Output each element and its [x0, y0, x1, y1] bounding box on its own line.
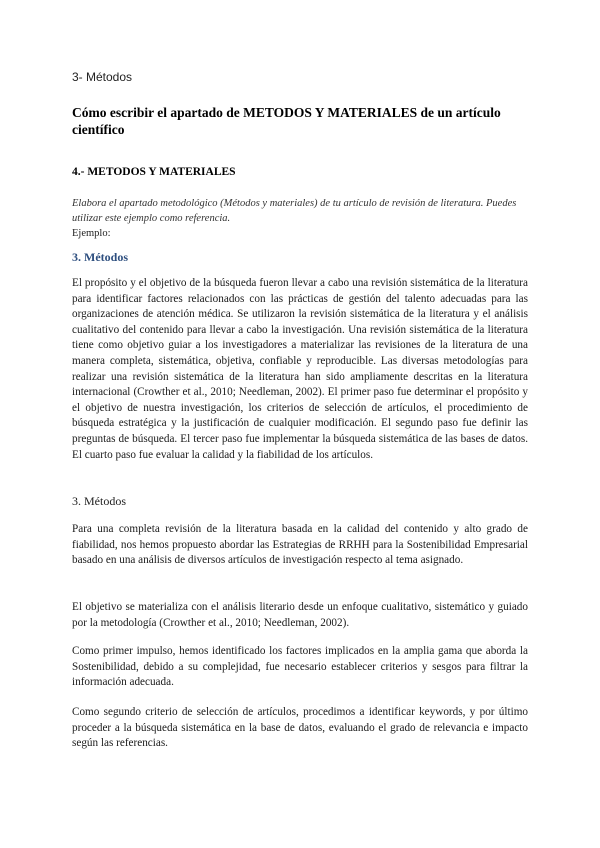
document-title: Cómo escribir el apartado de METODOS Y MATERIALES de un artículo científico — [72, 105, 501, 137]
instruction-text: Elabora el apartado metodológico (Métodos y materiales) de tu artículo de revisión de literatura. Puedes utilizar este ejemplo como referencia. — [72, 198, 517, 224]
example-two-paragraph: El objetivo se materializa con el análisis literario desde un enfoque cualitativo, sistemático y guiado por la metodología (Crowther et al., 2010; Needleman, 2002). — [72, 601, 528, 629]
example-two-paragraph: Como segundo criterio de selección de artículos, procedimos a identificar keywords, y por último proceder a la búsqueda sistemática en la base de datos, evaluando el grado de relevancia e impacto según las referencias. — [72, 706, 528, 750]
example-one-heading: 3. Métodos — [72, 250, 128, 264]
example-one-paragraph: El propósito y el objetivo de la búsqueda fueron llevar a cabo una revisión sistemática de la literatura para identificar factores relacionados con las prácticas de gestión del talento adecuadas para las organizaciones de atención médica. Se utilizaron la revisión sistemática de la literatura y el análisis cualitativo del contenido para llevar a cabo la investigación. Una revisión sistemática de la literatura tiene como objetivo guiar a los investigadores a materializar las revisiones de la literatura de una manera completa, sistemática, objetiva, confiable y reproducible. Las diversas metodologías para realizar una revisión sistemática de la literatura han sido ampliamente descritas en la literatura internacional (Crowther et al., 2010; Needleman, 2002). El primer paso fue determinar el propósito y el objetivo de nuestra investigación, los criterios de selección de artículos, el procedimiento de búsqueda estratégica y la justificación de cualquier modificación. El segundo paso fue definir las preguntas de búsqueda. El tercer paso fue implementar la búsqueda sistemática de las bases de datos. El cuarto paso fue evaluar la calidad y la fiabilidad de los artículos. — [72, 277, 528, 461]
section-label: 3- Métodos — [72, 70, 133, 84]
example-two-paragraph: Como primer impulso, hemos identificado los factores implicados en la amplia gama que aborda la Sostenibilidad, debido a su complejidad, fue necesario establecer criterios y sesgos para filtrar la información adecuada. — [72, 645, 528, 689]
section-heading: 4.- METODOS Y MATERIALES — [72, 166, 236, 178]
example-label: Ejemplo: — [72, 228, 111, 239]
example-two-paragraph: Para una completa revisión de la literatura basada en la calidad del contenido y alto grado de fiabilidad, nos hemos propuesto abordar las Estrategias de RRHH para la Sostenibilidad Empresarial basado en una análisis de diversos artículos de investigación respecto al tema asignado. — [72, 523, 528, 567]
example-two-heading: 3. Métodos — [72, 494, 126, 508]
